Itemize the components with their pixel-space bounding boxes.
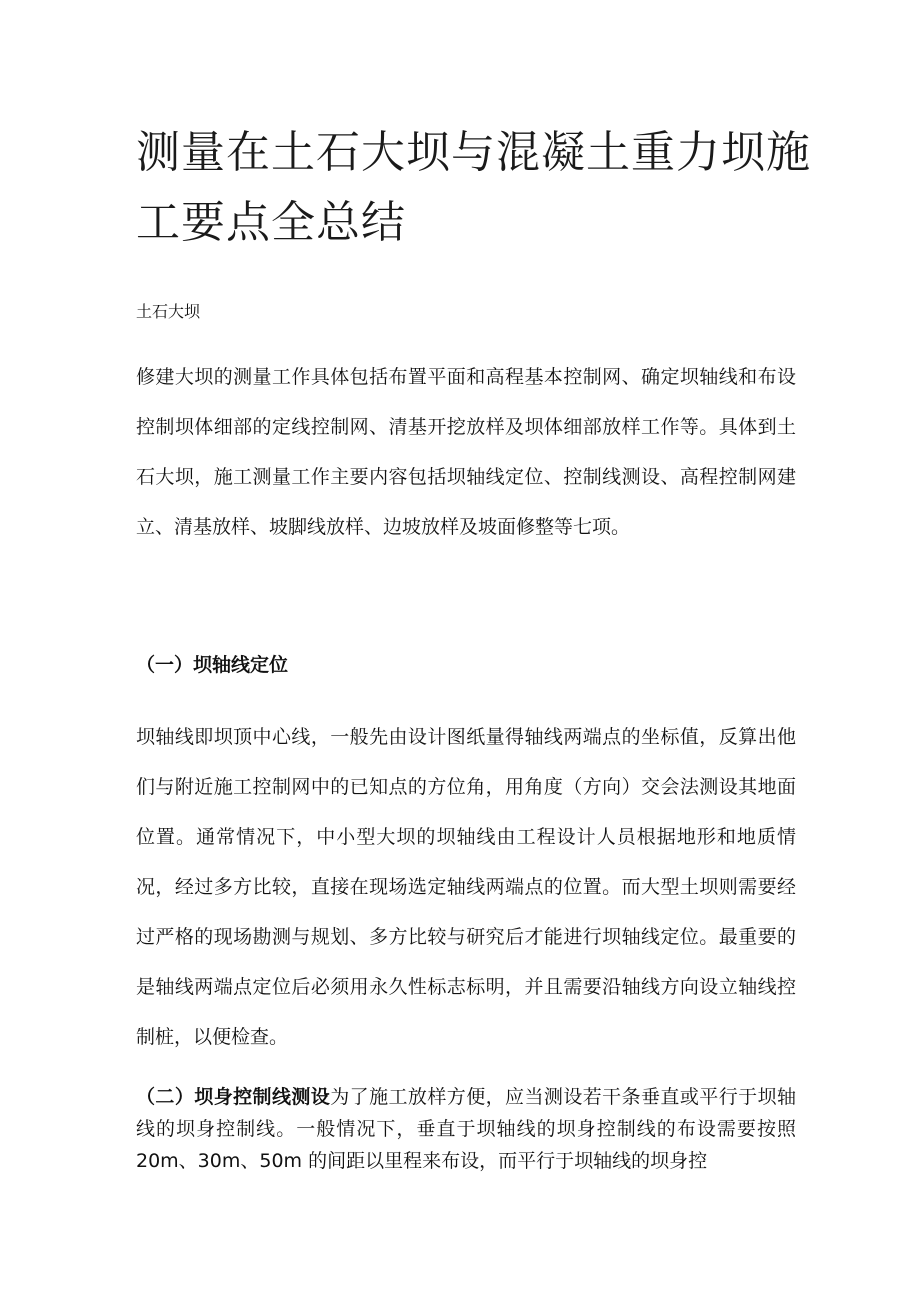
paragraph-axis-positioning: 坝轴线即坝顶中心线，一般先由设计图纸量得轴线两端点的坐标值，反算出他们与附近施工控制网中的已知点的方位角，用角度（方向）交会法测设其地面位置。通常情况下，中小型大坝的坝轴线由工程设计人员根据地形和地质情况，经过多方比较，直接在现场选定轴线两端点的位置。而大型土坝则需要经过严格的现场勘测与规划、多方比较与研究后才能进行坝轴线定位。最重要的是轴线两端点定位后必须用永久性标志标明，并且需要沿轴线方向设立轴线控制桩，以便检查。 — [136, 726, 796, 1048]
section-label: 土石大坝 — [136, 302, 201, 321]
intro-paragraph: 修建大坝的测量工作具体包括布置平面和高程基本控制网、确定坝轴线和布设控制坝体细部的定线控制网、清基开挖放样及坝体细部放样工作等。具体到土石大坝，施工测量工作主要内容包括坝轴线定位、控制线测设、高程控制网建立、清基放样、坡脚线放样、边坡放样及坡面修整等七项。 — [136, 366, 796, 538]
paragraph-control-lines — [136, 1081, 796, 1177]
paragraph-control-lines-text: 为了施工放样方便，应当测设若干条垂直或平行于坝轴线的坝身控制线。一般情况下，垂直于坝轴线的坝身控制线的布设需要按照 20m、30m、50m 的间距以里程来布设，而平行于坝轴线的坝身控 — [136, 1086, 796, 1172]
heading-control-lines: （二）坝身控制线测设 — [136, 1086, 331, 1108]
document-title: 测量在土石大坝与混凝土重力坝施工要点全总结 — [136, 127, 811, 248]
heading-axis-positioning: （一）坝轴线定位 — [136, 654, 289, 676]
